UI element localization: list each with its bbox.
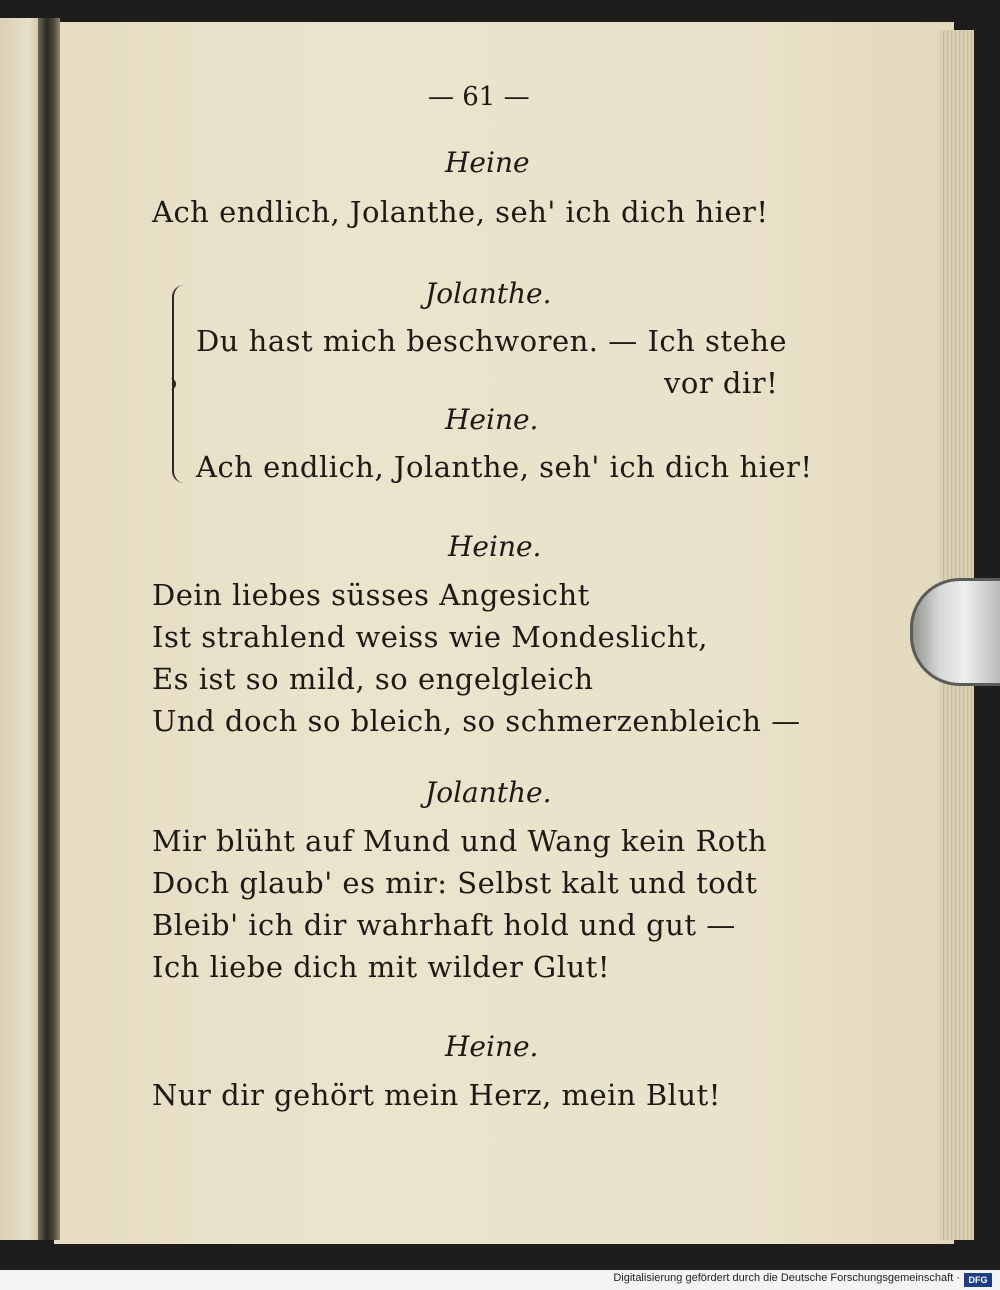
- verse-line: Es ist so mild, so engelgleich: [152, 662, 594, 696]
- verse-line: Mir blüht auf Mund und Wang kein Roth: [152, 824, 768, 858]
- verse-line: Ist strahlend weiss wie Mondeslicht,: [152, 620, 708, 654]
- footer-bar: [0, 1270, 1000, 1290]
- verse-line: Ach endlich, Jolanthe, seh' ich dich hier!: [196, 450, 813, 484]
- speaker-label: Heine: [445, 146, 530, 179]
- verse-line: Bleib' ich dir wahrhaft hold und gut —: [152, 908, 736, 942]
- speaker-label: Heine.: [445, 1030, 539, 1063]
- speaker-label: Jolanthe.: [425, 277, 552, 310]
- speaker-label: Heine.: [448, 530, 542, 563]
- verse-line: Nur dir gehört mein Herz, mein Blut!: [152, 1078, 721, 1112]
- funding-credit: Digitalisierung gefördert durch die Deutsche Forschungsgemeinschaft ·: [613, 1272, 960, 1284]
- verse-line: Du hast mich beschworen. — Ich stehe: [196, 324, 788, 358]
- verse-line: Ach endlich, Jolanthe, seh' ich dich hier!: [152, 195, 769, 229]
- speaker-label: Jolanthe.: [425, 776, 552, 809]
- verse-line: Ich liebe dich mit wilder Glut!: [152, 950, 610, 984]
- verse-line: Und doch so bleich, so schmerzenbleich —: [152, 704, 801, 738]
- page-clip: [910, 578, 1000, 686]
- verse-line: Dein liebes süsses Angesicht: [152, 578, 590, 612]
- dfg-logo: DFG: [964, 1273, 992, 1287]
- verse-line: Doch glaub' es mir: Selbst kalt und todt: [152, 866, 758, 900]
- page-number: — 61 —: [428, 82, 530, 112]
- book-gutter: [38, 18, 60, 1240]
- brace-tip: [164, 378, 176, 390]
- speaker-label: Heine.: [445, 403, 539, 436]
- verse-line: vor dir!: [664, 366, 779, 400]
